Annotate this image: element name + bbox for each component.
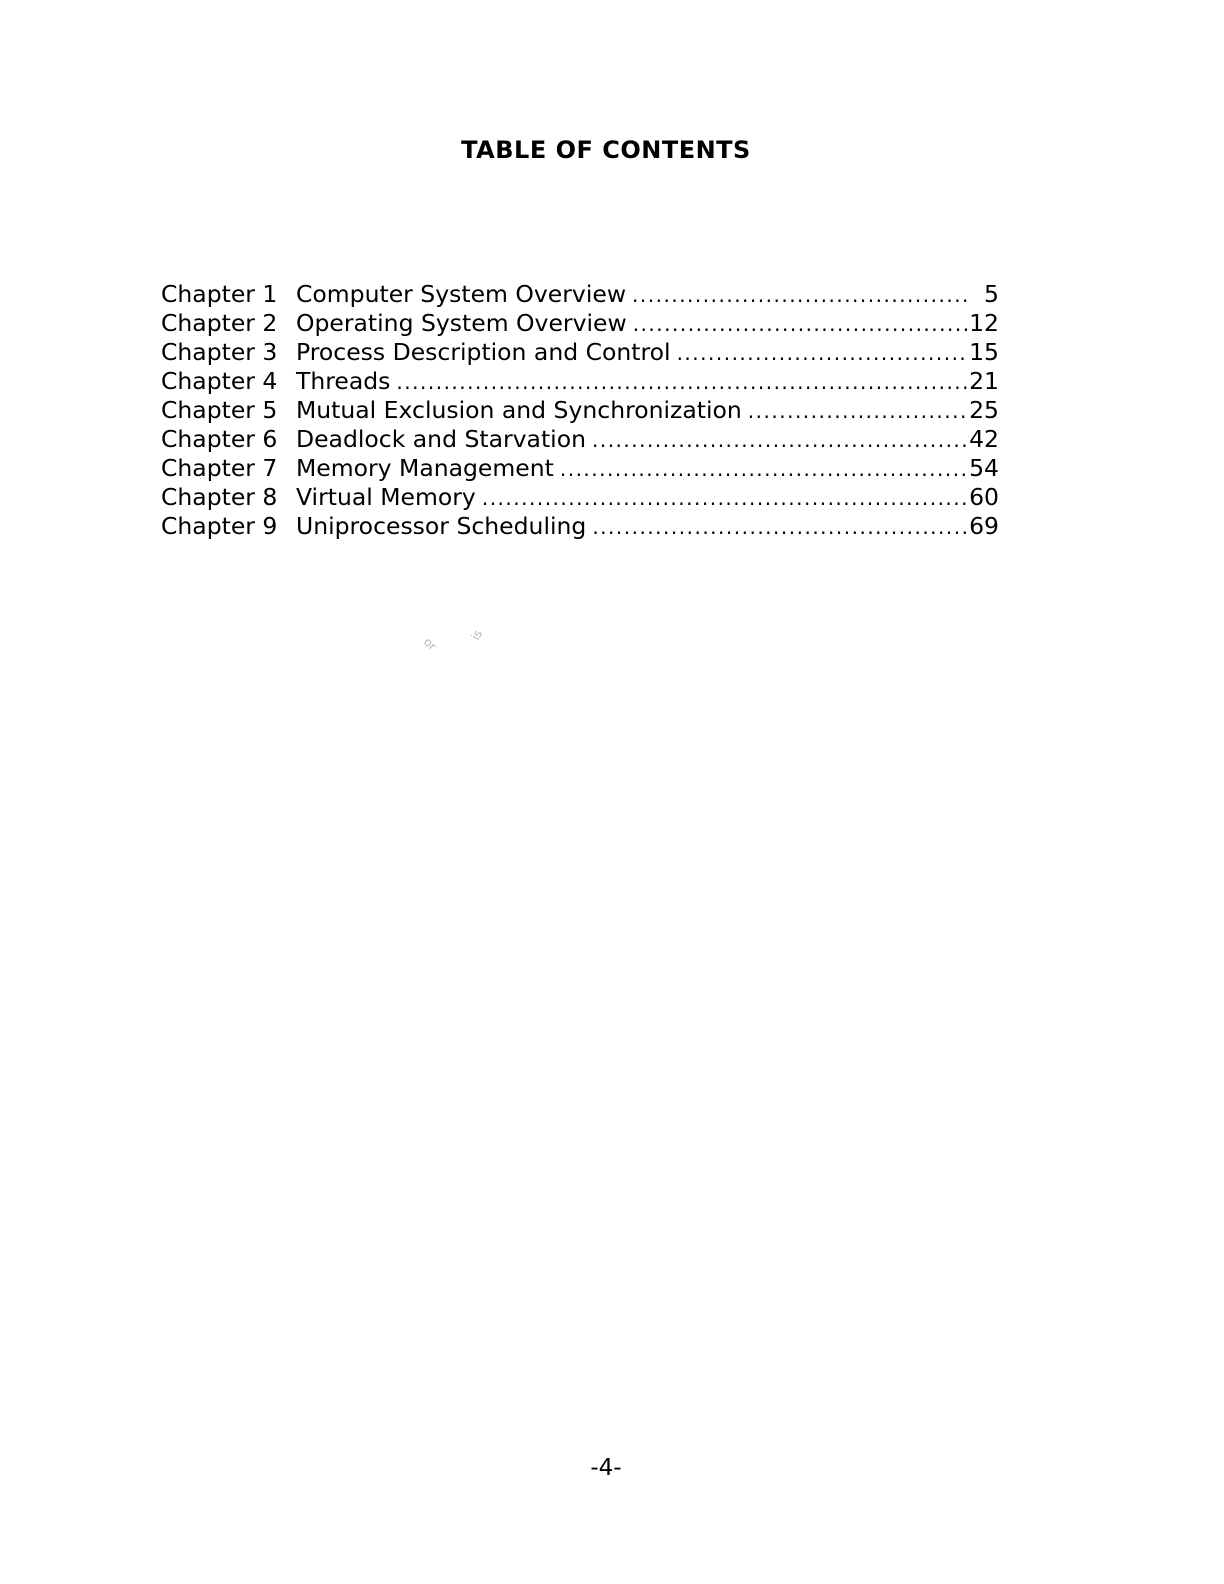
toc-chapter-label: Chapter 8 — [161, 483, 278, 511]
toc-chapter-title: Memory Management — [296, 454, 554, 482]
toc-entry-chapter-5[interactable] — [161, 396, 999, 425]
toc-dot-leader — [396, 368, 969, 397]
toc-page-number: 42 — [969, 425, 999, 453]
toc-chapter-label: Chapter 6 — [161, 425, 278, 453]
toc-dot-leader — [482, 484, 969, 513]
toc-dot-leader — [748, 397, 969, 426]
toc-chapter-label: Chapter 9 — [161, 512, 278, 540]
toc-chapter-title: Threads — [296, 367, 391, 395]
watermark-fragment: is — [468, 627, 486, 643]
toc-page-number: 25 — [969, 396, 999, 424]
toc-dot-leader — [633, 310, 969, 339]
toc-entry-chapter-9[interactable] — [161, 512, 999, 541]
toc-dot-leader — [632, 281, 969, 310]
toc-entry-chapter-4[interactable] — [161, 367, 999, 396]
toc-dot-leader — [592, 426, 969, 455]
toc-chapter-title: Virtual Memory — [296, 483, 476, 511]
toc-page-number: 69 — [969, 512, 999, 540]
toc-entry-chapter-3[interactable] — [161, 338, 999, 367]
toc-chapter-label: Chapter 1 — [161, 280, 278, 308]
toc-entry-chapter-1[interactable] — [161, 280, 999, 309]
toc-page-number: 15 — [969, 338, 999, 366]
toc-entry-chapter-6[interactable] — [161, 425, 999, 454]
toc-entry-chapter-7[interactable] — [161, 454, 999, 483]
toc-chapter-title: Mutual Exclusion and Synchronization — [296, 396, 742, 424]
toc-entry-chapter-2[interactable] — [161, 309, 999, 338]
toc-dot-leader — [677, 339, 969, 368]
toc-chapter-title: Process Description and Control — [296, 338, 671, 366]
toc-chapter-label: Chapter 2 — [161, 309, 278, 337]
toc-page-number: 60 — [969, 483, 999, 511]
page-number: -4- — [590, 1455, 622, 1481]
toc-chapter-label: Chapter 4 — [161, 367, 278, 395]
toc-chapter-title: Uniprocessor Scheduling — [296, 512, 587, 540]
toc-chapter-label: Chapter 7 — [161, 454, 278, 482]
toc-page-number: 54 — [969, 454, 999, 482]
toc-chapter-title: Operating System Overview — [296, 309, 627, 337]
toc-dot-leader — [592, 513, 969, 542]
toc-chapter-title: Computer System Overview — [296, 280, 627, 308]
toc-page-number: 5 — [984, 280, 999, 308]
table-of-contents — [161, 280, 999, 541]
toc-chapter-label: Chapter 3 — [161, 338, 278, 366]
toc-chapter-title: Deadlock and Starvation — [296, 425, 586, 453]
watermark-fragment: or — [420, 634, 440, 654]
toc-dot-leader — [560, 455, 969, 484]
page-title: TABLE OF CONTENTS — [461, 136, 751, 164]
toc-entry-chapter-8[interactable] — [161, 483, 999, 512]
toc-chapter-label: Chapter 5 — [161, 396, 278, 424]
toc-page-number: 21 — [969, 367, 999, 395]
toc-page-number: 12 — [969, 309, 999, 337]
